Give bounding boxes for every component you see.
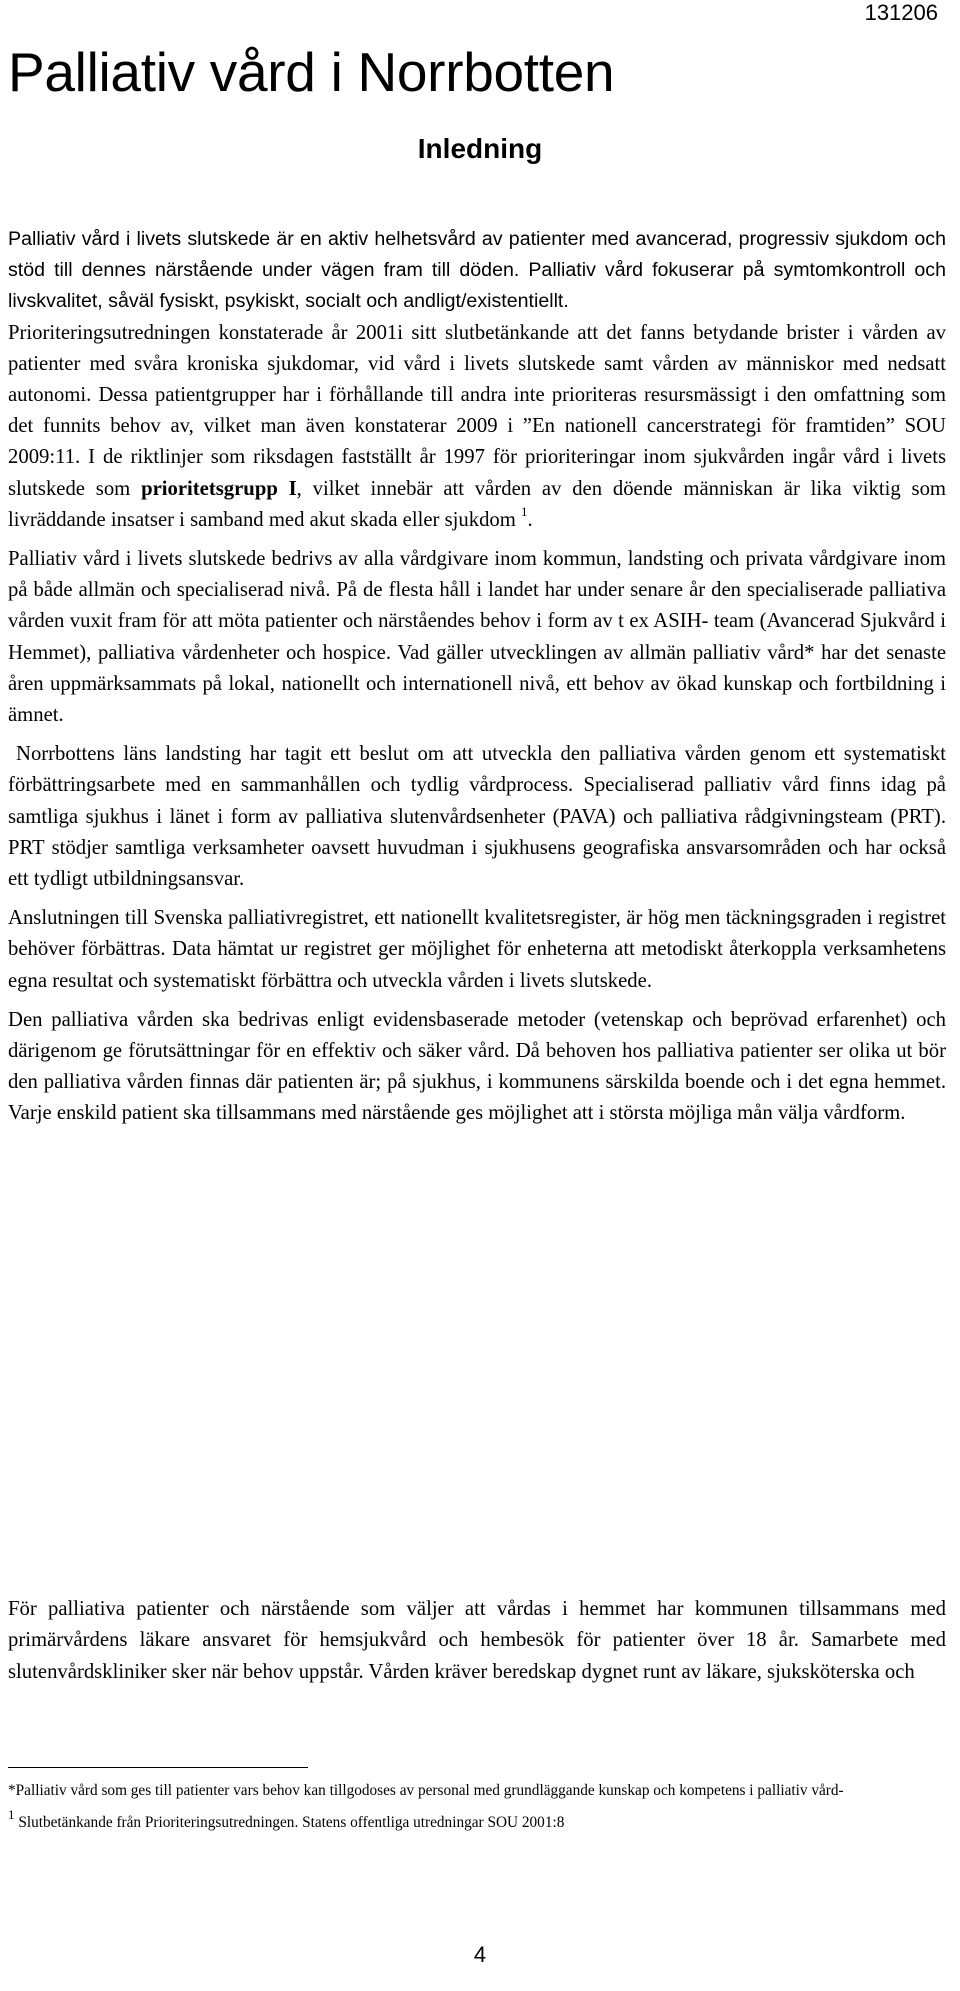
body-text (8, 224, 946, 1130)
footnote-separator (8, 1767, 308, 1768)
paragraph-evidens: Den palliativa vården ska bedrivas enligt evidensbaserade metoder (vetenskap och beprövad erfarenhet) och därigenom ge förutsättningar för en effektiv och säker vård. Då behoven hos palliativa patienter ser olika ut bör den palliativa vården finnas där patienten är; på sjukhus, i kommunens särskilda boende och i det egna hemmet. Varje enskild patient ska tillsammans med närstående ges möjlighet att i största möjliga mån välja vårdform. (8, 1008, 946, 1125)
page-title: Palliativ vård i Norrbotten (8, 41, 615, 103)
priority-group-term: prioritetsgrupp I (141, 477, 297, 500)
footnote-1-marker: 1 (8, 1806, 15, 1822)
paragraph-prioritering-cont: , vilket innebär att vården av den döende människan är lika viktig som livräddande insatser i samband med akut skada eller sjukdom (8, 477, 947, 531)
footnote-asterisk: *Palliativ vård som ges till patienter vars behov kan tillgodoses av personal med grundläggande kunskap och kompetens i palliativ vård- (8, 1782, 844, 1799)
paragraph-vardgivare: Palliativ vård i livets slutskede bedrivs av alla vårdgivare inom kommun, landsting och privata vårdgivare inom på både allmän och specialiserad nivå. På de flesta håll i landet har under senare år den specialiserade palliativa vården vuxit fram för att möta patienter och närståendes behov i form av t ex ASIH- team (Avancerad Sjukvård i Hemmet), palliativa vårdenheter och hospice. Vad gäller utvecklingen av allmän palliativ vård* har det senaste åren uppmärksammats på lokal, nationellt och internationell nivå, ett behov av ökad kunskap och fortbildning i ämnet. (8, 548, 946, 727)
footnote-1 (8, 1806, 948, 1834)
paragraph-prioritering-text: Prioriteringsutredningen konstaterade år 2001i sitt slutbetänkande att det fanns betydande brister i vården av patienter med svåra kroniska sjukdomar, vid vård i livets slutskede samt vården av människor med nedsatt autonomi. Dessa patientgrupper har i förhållande till andra inte prioriteras resursmässigt i den omfattning som det funnits behov av, vilket man även konstaterar 2009 i ”En nationell cancerstrategi för framtiden” SOU 2009:11. I de riktlinjer som riksdagen fastställt år 1997 för prioriteringar inom sjukvården ingår vård i livets slutskede som (8, 321, 946, 500)
footnote-1-text: Slutbetänkande från Prioriteringsutredningen. Statens offentliga utredningar SOU 2001:8 (14, 1814, 565, 1831)
paragraph-intro: Palliativ vård i livets slutskede är en aktiv helhetsvård av patienter med avancerad, progressiv sjukdom och stöd till dennes närstående under vägen fram till döden. Palliativ vård fokuserar på symtomkontroll och livskvalitet, såväl fysiskt, psykiskt, socialt och andligt/existentiellt. (8, 228, 946, 313)
paragraph-hemsjukvard: För palliativa patienter och närstående som väljer att vårdas i hemmet har kommunen tillsammans med primärvårdens läkare ansvaret för hemsjukvård och hembesök för patienter över 18 år. Samarbete med slutenvårdskliniker sker när behov uppstår. Vården kräver beredskap dygnet runt av läkare, sjuksköterska och (8, 1598, 946, 1683)
paragraph-registret: Anslutningen till Svenska palliativregistret, ett nationellt kvalitetsregister, är hög men täckningsgraden i registret behöver förbättras. Data hämtat ur registret ger möjlighet för enheterna att metodiskt återkoppla verksamhetens egna resultat och systematiskt förbättra och utveckla vården i livets slutskede. (8, 907, 946, 992)
paragraph-prioritering (8, 318, 946, 536)
footnotes (8, 1780, 948, 1834)
body-text-lower (8, 1594, 946, 1688)
paragraph-prioritering-end: . (527, 508, 533, 531)
section-heading: Inledning (417, 133, 543, 164)
document-number: 131206 (864, 0, 938, 25)
page-number: 4 (473, 1942, 487, 1967)
paragraph-norrbotten: Norrbottens läns landsting har tagit ett beslut om att utveckla den palliativa vården genom ett systematiskt förbättringsarbete med en sammanhållen och tydlig vårdprocess. Specialiserad palliativ vård finns idag på samtliga sjukhus i länet i form av palliativa slutenvårdsenheter (PAVA) och palliativa rådgivningsteam (PRT). PRT stödjer samtliga verksamheter oavsett huvudman i sjukhusens geografiska ansvarsområden och har också ett tydligt utbildningsansvar. (8, 743, 946, 891)
footnote-ref-1[interactable]: 1 (521, 503, 528, 519)
